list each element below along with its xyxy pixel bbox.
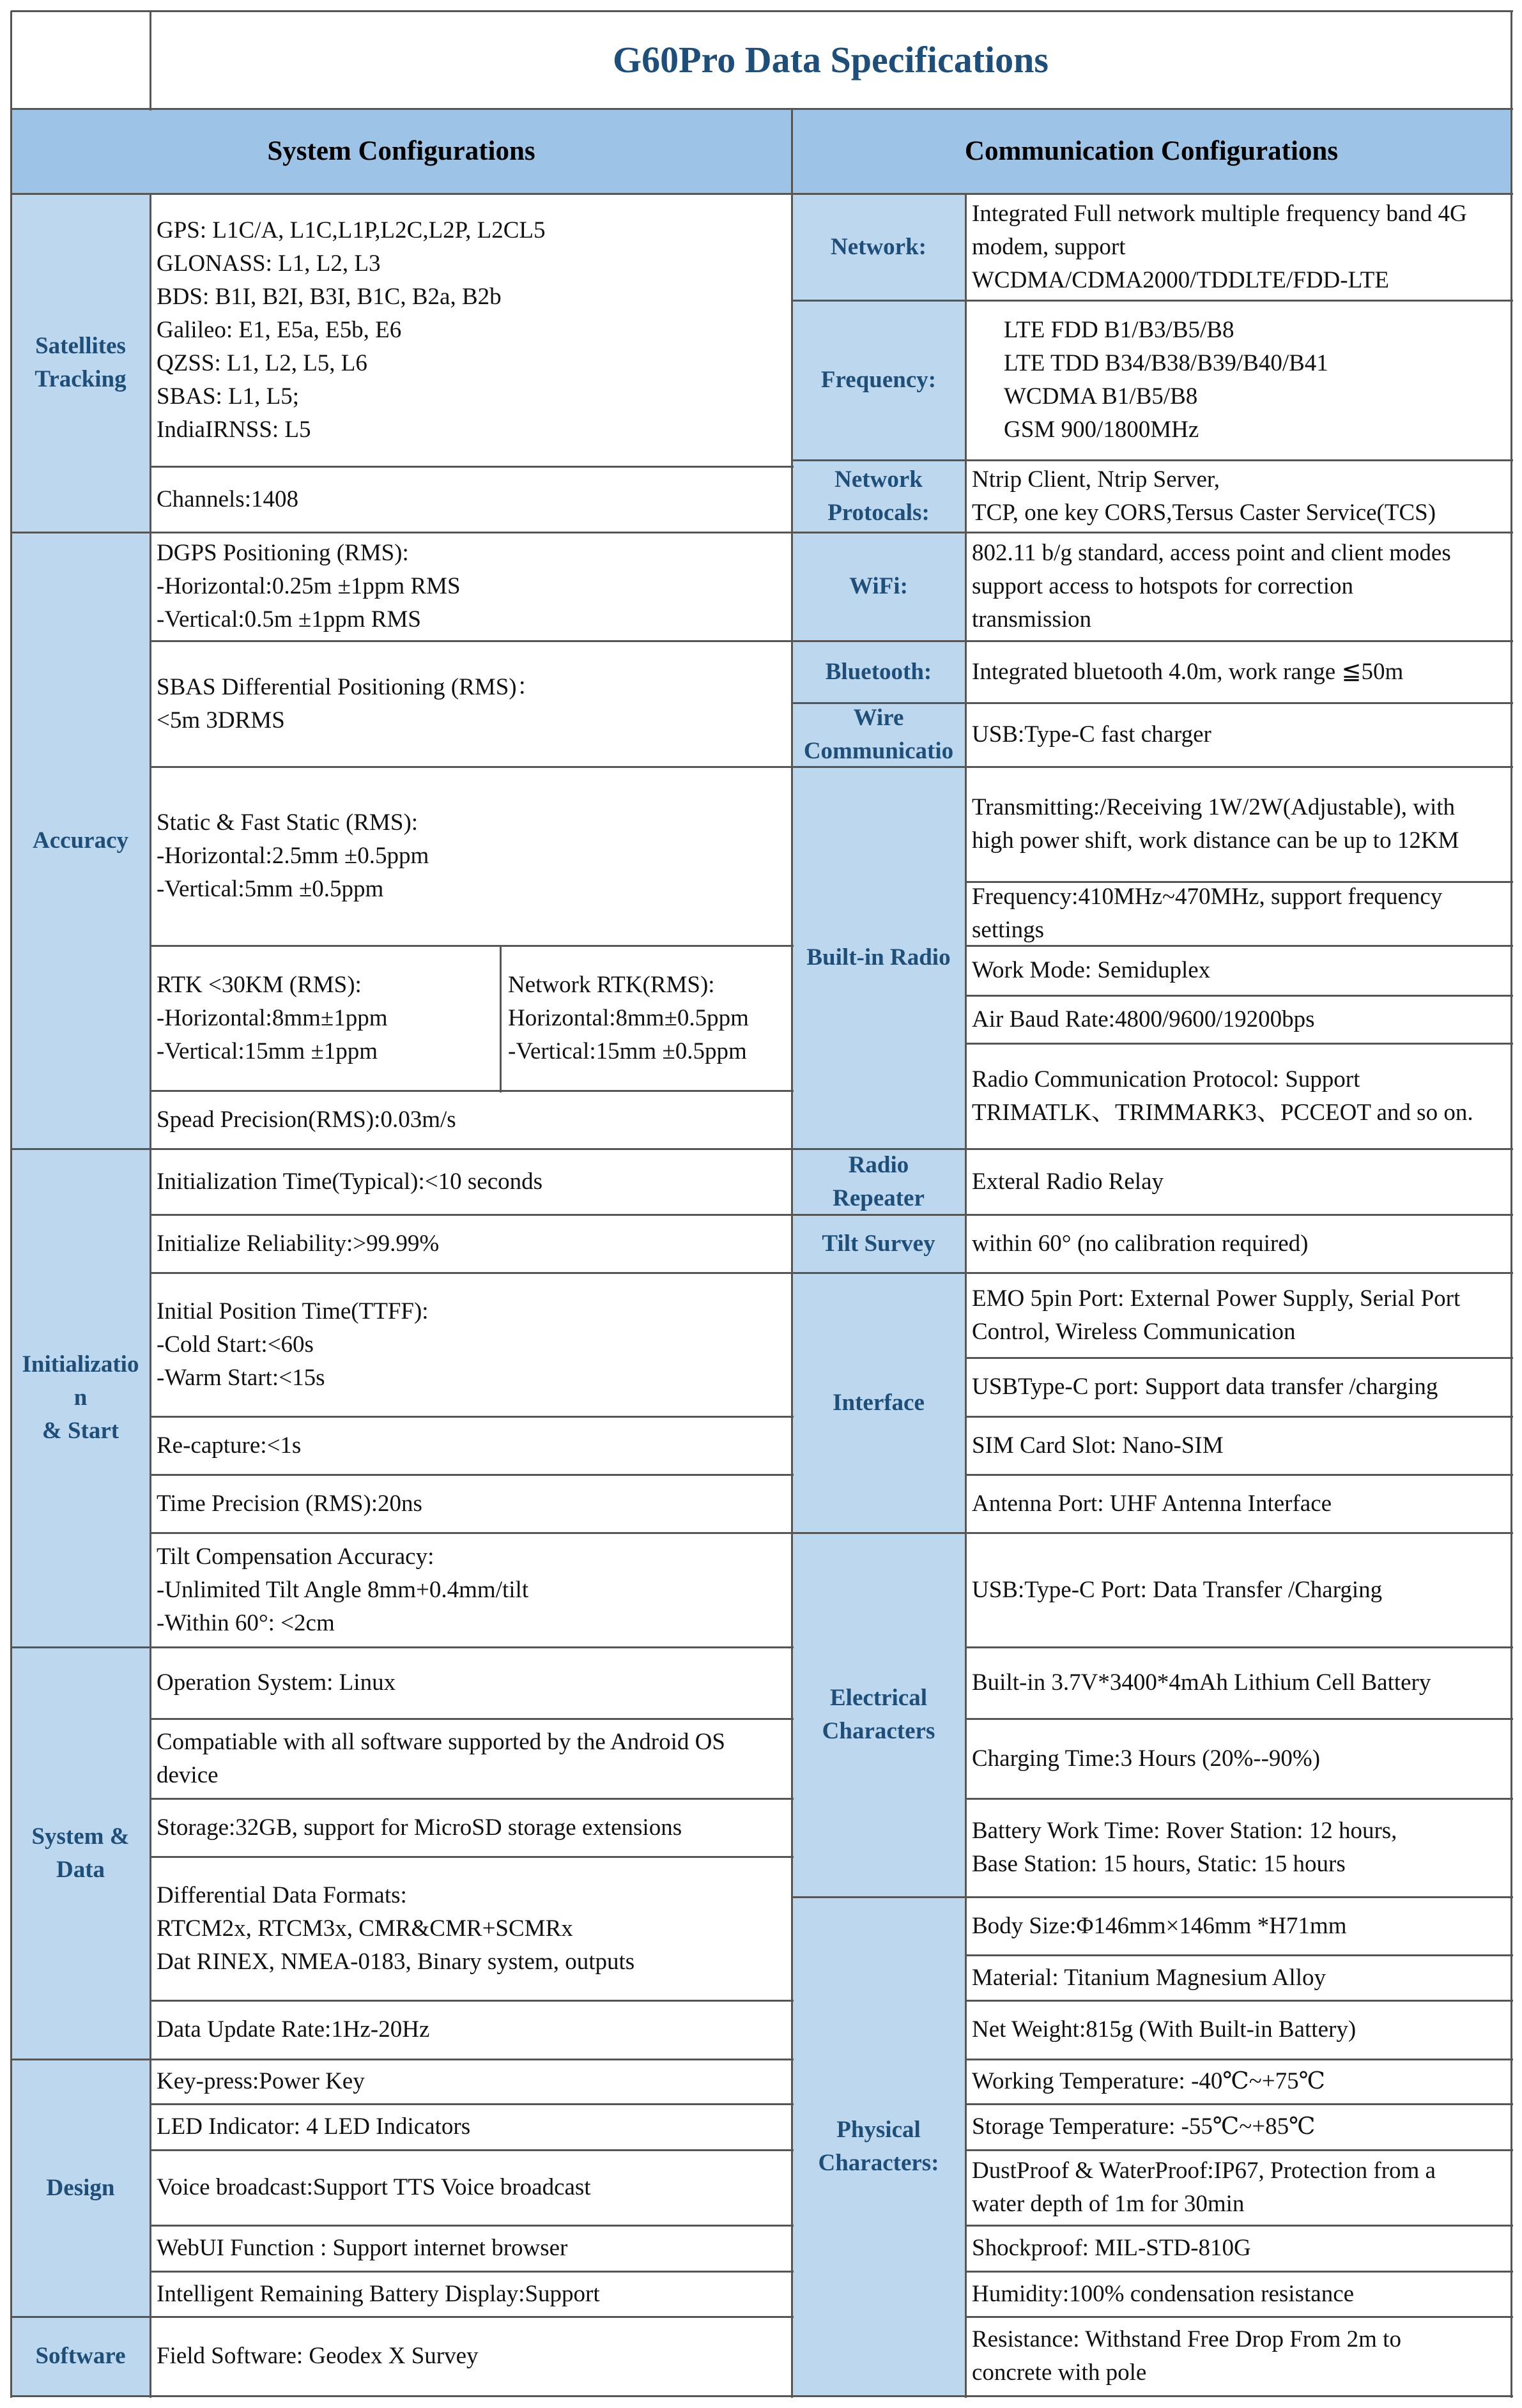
speed-precision: Spead Precision(RMS):0.03m/s <box>157 1106 456 1133</box>
grid-line <box>965 2225 1513 2227</box>
grid-line <box>792 300 1513 302</box>
grid-line <box>965 1798 1513 1800</box>
usb-charger: USB:Type-C fast charger <box>972 721 1211 748</box>
label-tilt-survey: Tilt Survey <box>792 1215 965 1273</box>
shockproof: Shockproof: MIL-STD-810G <box>972 2235 1251 2261</box>
battery-work-time: Battery Work Time: Rover Station: 12 hours, Base Station: 15 hours, Static: 15 hours <box>972 1818 1397 1877</box>
usb-data-port: USB:Type-C Port: Data Transfer /Charging <box>972 1576 1383 1603</box>
grid-line <box>965 2271 1513 2273</box>
grid-line <box>11 2059 794 2060</box>
label-physical-characters: Physical Characters: <box>792 1897 965 2396</box>
radio-frequency: Frequency:410MHz~470MHz, support frequency settings <box>972 884 1443 943</box>
gnss-signals: GPS: L1C/A, L1C,L1P,L2C,L2P, L2CL5 GLONASS: L1, L2, L3 BDS: B1I, B2I, B3I, B1C, B2a, B2b Galileo: E1, E5a, E5b, E6 QZSS: L1, L2, L5, L6 SBAS: L1, L5; IndiaIRNSS: L5 <box>157 217 546 443</box>
tilt-compensation: Tilt Compensation Accuracy: -Unlimited Tilt Angle 8mm+0.4mm/tilt -Within 60°: <2cm <box>157 1543 529 1636</box>
grid-line <box>965 194 967 2398</box>
communication-configurations-header: Communication Configurations <box>792 109 1511 194</box>
grid-line <box>965 1043 1513 1045</box>
grid-line <box>150 11 151 111</box>
grid-line <box>150 194 151 2398</box>
network-modem: Integrated Full network multiple frequency band 4G modem, support WCDMA/CDMA2000/TDDLTE/FDD-LTE <box>972 200 1467 293</box>
grid-line <box>965 1718 1513 1720</box>
grid-line <box>965 2149 1513 2151</box>
grid-line <box>792 1896 1513 1898</box>
antenna-port: Antenna Port: UHF Antenna Interface <box>972 1490 1332 1517</box>
channels: Channels:1408 <box>157 486 298 512</box>
label-frequency: Frequency: <box>792 300 965 460</box>
label-initialization-start: Initializatio n & Start <box>11 1149 150 1647</box>
dgps-positioning: DGPS Positioning (RMS): -Horizontal:0.25m ±1ppm RMS -Vertical:0.5m ±1ppm RMS <box>157 540 461 633</box>
grid-line <box>11 2316 794 2318</box>
grid-line <box>791 109 793 2398</box>
grid-line <box>1510 11 1512 2398</box>
grid-line <box>965 2059 1513 2060</box>
grid-line <box>500 946 502 1093</box>
grid-line <box>150 2225 794 2227</box>
key-press: Key-press:Power Key <box>157 2068 365 2094</box>
material: Material: Titanium Magnesium Alloy <box>972 1964 1326 1991</box>
grid-line <box>965 995 1513 997</box>
grid-line <box>965 1954 1513 1956</box>
grid-line <box>792 702 1513 704</box>
data-update-rate: Data Update Rate:1Hz-20Hz <box>157 2016 430 2043</box>
grid-line <box>792 1148 1513 1150</box>
sim-slot: SIM Card Slot: Nano-SIM <box>972 1432 1224 1459</box>
label-network: Network: <box>792 194 965 300</box>
grid-line <box>150 2149 794 2151</box>
frequency-bands: LTE FDD B1/B3/B5/B8 LTE TDD B34/B38/B39/B40/B41 WCDMA B1/B5/B8 GSM 900/1800MHz <box>1004 317 1328 443</box>
grid-line <box>965 2316 1513 2318</box>
grid-line <box>11 1646 794 1648</box>
charging-time: Charging Time:3 Hours (20%--90%) <box>972 1745 1321 1772</box>
emo-port: EMO 5pin Port: External Power Supply, Serial Port Control, Wireless Communication <box>972 1285 1461 1345</box>
initialize-reliability: Initialize Reliability:>99.99% <box>157 1230 440 1257</box>
wifi-standard: 802.11 b/g standard, access point and client modes support access to hotspots for correction transmission <box>972 540 1451 633</box>
rtk-positioning: RTK <30KM (RMS): -Horizontal:8mm±1ppm -Vertical:15mm ±1ppm <box>157 971 388 1064</box>
grid-line <box>965 2000 1513 2002</box>
network-protocols: Ntrip Client, Ntrip Server, TCP, one key CORS,Tersus Caster Service(TCS) <box>972 466 1436 526</box>
grid-line <box>792 640 1513 642</box>
network-rtk-positioning: Network RTK(RMS): Horizontal:8mm±0.5ppm -Vertical:15mm ±0.5ppm <box>508 971 749 1064</box>
grid-line <box>150 2271 794 2273</box>
usb-typec-port: USBType-C port: Support data transfer /charging <box>972 1374 1438 1400</box>
grid-line <box>965 1416 1513 1418</box>
label-software: Software <box>11 2317 150 2396</box>
radio-protocol: Radio Communication Protocol: Support TRIMATLK、TRIMMARK3、PCCEOT and so on. <box>972 1066 1473 1126</box>
software-compatibility: Compatiable with all software supported by the Android OS device <box>157 1728 725 1788</box>
grid-line <box>150 2000 794 2002</box>
label-electrical-characters: Electrical Characters <box>792 1533 965 1897</box>
grid-line <box>150 945 794 947</box>
body-size: Body Size:Φ146mm×146mm *H71mm <box>972 1912 1347 1939</box>
voice-broadcast: Voice broadcast:Support TTS Voice broadcast <box>157 2174 591 2200</box>
grid-line <box>792 1532 1513 1534</box>
grid-line <box>792 532 1513 533</box>
ttff: Initial Position Time(TTFF): -Cold Start:<60s -Warm Start:<15s <box>157 1298 429 1391</box>
led-indicator: LED Indicator: 4 LED Indicators <box>157 2113 471 2140</box>
grid-line <box>150 2103 794 2105</box>
webui-function: WebUI Function : Support internet browser <box>157 2235 568 2261</box>
grid-line <box>11 2395 1513 2397</box>
grid-line <box>965 1646 1513 1648</box>
differential-data-formats: Differential Data Formats: RTCM2x, RTCM3x, CMR&CMR+SCMRx Dat RINEX, NMEA-0183, Binary system, outputs <box>157 1882 635 1975</box>
battery: Built-in 3.7V*3400*4mAh Lithium Cell Battery <box>972 1669 1431 1696</box>
radio-work-mode: Work Mode: Semiduplex <box>972 957 1211 983</box>
grid-line <box>150 1532 794 1534</box>
grid-line <box>150 640 794 642</box>
grid-line <box>150 1272 794 1274</box>
label-accuracy: Accuracy <box>11 532 150 1149</box>
label-wire-communication: Wire Communicatio <box>792 703 965 767</box>
sbas-positioning: SBAS Differential Positioning (RMS)： <5m 3DRMS <box>157 673 541 733</box>
label-radio-repeater: Radio Repeater <box>792 1149 965 1215</box>
battery-display: Intelligent Remaining Battery Display:Support <box>157 2280 600 2307</box>
grid-line <box>11 193 1513 195</box>
humidity: Humidity:100% condensation resistance <box>972 2280 1355 2307</box>
grid-line <box>11 1148 794 1150</box>
grid-line <box>150 1214 794 1216</box>
radio-transmitting: Transmitting:/Receiving 1W/2W(Adjustable), with high power shift, work distance can be up to 12KM <box>972 794 1459 854</box>
net-weight: Net Weight:815g (With Built-in Battery) <box>972 2016 1357 2043</box>
label-wifi: WiFi: <box>792 532 965 641</box>
storage: Storage:32GB, support for MicroSD storage extensions <box>157 1814 682 1841</box>
grid-line <box>11 532 794 533</box>
grid-line <box>11 10 1513 12</box>
label-network-protocols: Network Protocals: <box>792 460 965 532</box>
label-interface: Interface <box>792 1273 965 1533</box>
label-satellites-tracking: Satellites Tracking <box>11 194 150 532</box>
grid-line <box>965 1357 1513 1359</box>
grid-line <box>792 1272 1513 1274</box>
grid-line <box>965 881 1513 883</box>
storage-temperature: Storage Temperature: -55℃~+85℃ <box>972 2113 1316 2140</box>
grid-line <box>150 766 794 768</box>
grid-line <box>965 1474 1513 1476</box>
grid-line <box>150 1856 794 1858</box>
grid-line <box>150 1474 794 1476</box>
label-design: Design <box>11 2059 150 2317</box>
grid-line <box>150 1718 794 1720</box>
tilt-survey-range: within 60° (no calibration required) <box>972 1230 1309 1257</box>
grid-line <box>965 2103 1513 2105</box>
dustproof-waterproof: DustProof & WaterProof:IP67, Protection from a water depth of 1m for 30min <box>972 2158 1436 2217</box>
grid-line <box>150 1090 794 1092</box>
grid-line <box>11 108 1513 110</box>
grid-line <box>792 766 1513 768</box>
time-precision: Time Precision (RMS):20ns <box>157 1490 422 1517</box>
initialization-time: Initialization Time(Typical):<10 seconds <box>157 1168 543 1195</box>
grid-line <box>150 466 794 468</box>
bluetooth-spec: Integrated bluetooth 4.0m, work range ≦50m <box>972 658 1404 685</box>
grid-line <box>792 459 1513 461</box>
system-configurations-header: System Configurations <box>11 109 792 194</box>
radio-relay: Exteral Radio Relay <box>972 1168 1164 1195</box>
label-built-in-radio: Built-in Radio <box>792 767 965 1149</box>
grid-line <box>10 11 12 2398</box>
label-system-data: System & Data <box>11 1647 150 2059</box>
field-software: Field Software: Geodex X Survey <box>157 2343 479 2369</box>
grid-line <box>150 1798 794 1800</box>
label-bluetooth: Bluetooth: <box>792 641 965 703</box>
grid-line <box>792 1214 1513 1216</box>
working-temperature: Working Temperature: -40℃~+75℃ <box>972 2068 1326 2094</box>
page-title: G60Pro Data Specifications <box>613 39 1049 81</box>
operation-system: Operation System: Linux <box>157 1669 396 1696</box>
grid-line <box>965 945 1513 947</box>
grid-line <box>150 1416 794 1418</box>
static-positioning: Static & Fast Static (RMS): -Horizontal:2.5mm ±0.5ppm -Vertical:5mm ±0.5ppm <box>157 809 429 902</box>
drop-resistance: Resistance: Withstand Free Drop From 2m to concrete with pole <box>972 2326 1401 2386</box>
air-baud-rate: Air Baud Rate:4800/9600/19200bps <box>972 1006 1315 1032</box>
re-capture: Re-capture:<1s <box>157 1432 302 1459</box>
